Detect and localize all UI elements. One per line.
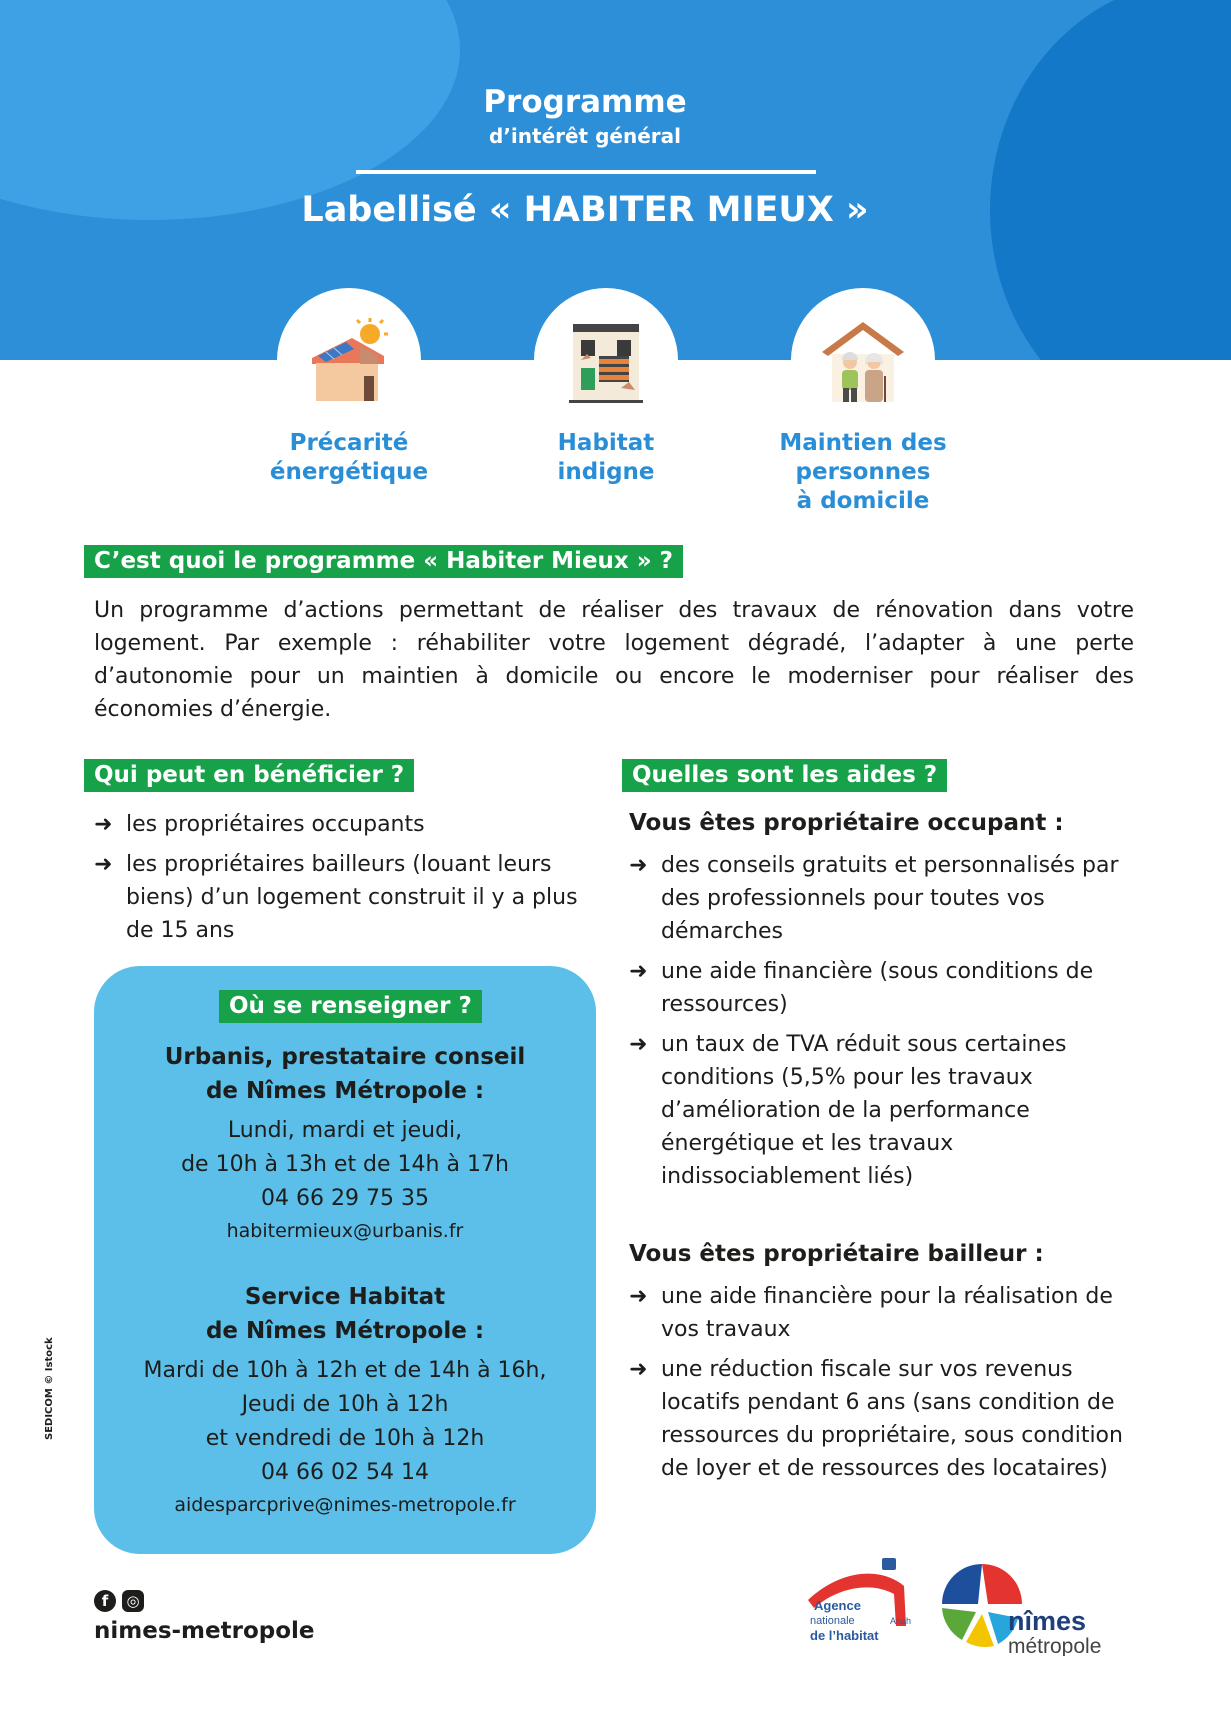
anah-logo (800, 1556, 918, 1660)
theme-label-energy: Précarité énergétique (269, 430, 429, 485)
damaged-building-icon (561, 316, 651, 406)
contact-box (94, 966, 596, 1554)
arrow-icon: ➜ (629, 959, 648, 984)
contact1-phone[interactable]: 04 66 29 75 35 (261, 1186, 429, 1211)
solar-house-icon (304, 316, 394, 406)
contact1-org: Urbanis, prestataire conseil de Nîmes Métropole : (164, 1044, 526, 1104)
theme-label-home-support: Maintien des personnes à domicile (779, 430, 947, 514)
list-item: ➜ les propriétaires occupants (94, 808, 604, 841)
arrow-icon: ➜ (629, 1357, 648, 1382)
svg-text:nationale: nationale (810, 1615, 855, 1627)
theme-label-habitat: Habitat indigne (557, 430, 655, 485)
beneficiaries-heading: Qui peut en bénéficier ? (84, 759, 414, 792)
list-item: ➜ une aide financière (sous conditions de ressources) (629, 955, 1149, 1021)
contact2-hours: Mardi de 10h à 12h et de 14h à 16h, Jeudi de 10h à 12h et vendredi de 10h à 12h 04 66 02 54 14 (94, 1354, 596, 1490)
elderly-couple-house-icon (818, 316, 908, 406)
svg-text:métropole: métropole (1008, 1635, 1102, 1656)
svg-text:nîmes: nîmes (1008, 1606, 1087, 1636)
contact2-phone[interactable]: 04 66 02 54 14 (261, 1460, 429, 1485)
list-item: ➜ un taux de TVA réduit sous certaines conditions (5,5% pour les travaux d’amélioration de la performance énergétique et les travaux indissociablement liés) (629, 1028, 1149, 1193)
theme-card-home-support (791, 288, 935, 432)
facebook-icon[interactable]: f (94, 1590, 116, 1612)
arrow-icon: ➜ (629, 853, 648, 878)
contact1-email[interactable]: habitermieux@urbanis.fr (226, 1220, 464, 1242)
intro-text: Un programme d’actions permettant de réaliser des travaux de rénovation dans votre logement. Par exemple : réhabiliter votre logement dégradé, l’adapter à une perte d’autonomie pour un maintien à domicile ou encore le moderniser pour réaliser des économies d’énergie. (94, 598, 1134, 722)
instagram-icon[interactable]: ◎ (122, 1590, 144, 1612)
aids-heading: Quelles sont les aides ? (622, 759, 947, 792)
beneficiaries-list (94, 808, 604, 954)
contact1-hours: Lundi, mardi et jeudi, de 10h à 13h et de 14h à 17h 04 66 29 75 35 (94, 1114, 596, 1216)
svg-text:Agence: Agence (814, 1598, 861, 1613)
theme-card-energy (277, 288, 421, 432)
theme-card-habitat (534, 288, 678, 432)
label-title: Labellisé « HABITER MIEUX » (301, 190, 869, 230)
contact-heading: Où se renseigner ? (219, 990, 482, 1023)
svg-text:Anah: Anah (890, 1616, 912, 1626)
contact2-email[interactable]: aidesparcprive@nimes-metropole.fr (174, 1494, 516, 1516)
contact2-org: Service Habitat de Nîmes Métropole : (205, 1284, 485, 1344)
list-item: ➜ les propriétaires bailleurs (louant leurs biens) d’un logement construit il y a plus de 15 ans (94, 848, 604, 947)
landlord-aids-list (629, 1280, 1149, 1492)
program-title: Programme (483, 84, 687, 120)
arrow-icon: ➜ (629, 1284, 648, 1309)
arrow-icon: ➜ (94, 812, 113, 837)
list-item: ➜ une aide financière pour la réalisation de vos travaux (629, 1280, 1149, 1346)
occupant-aids-list (629, 849, 1149, 1200)
social-icons (94, 1590, 150, 1612)
program-subtitle: d’intérêt général (489, 124, 681, 148)
list-item: ➜ une réduction fiscale sur vos revenus locatifs pendant 6 ans (sans condition de ressources du propriétaire, sous condition de loyer et de ressources des locataires) (629, 1353, 1149, 1485)
social-handle[interactable]: nimes-metropole (94, 1618, 315, 1644)
intro-heading: C’est quoi le programme « Habiter Mieux » ? (84, 545, 683, 578)
nimes-metropole-logo (938, 1556, 1134, 1656)
arrow-icon: ➜ (94, 852, 113, 877)
title-divider (356, 170, 816, 174)
photo-credit: SEDICOM © Istock (44, 1337, 55, 1440)
occupant-title: Vous êtes propriétaire occupant : (629, 810, 1064, 836)
list-item: ➜ des conseils gratuits et personnalisés par des professionnels pour toutes vos démarches (629, 849, 1149, 948)
arrow-icon: ➜ (629, 1032, 648, 1057)
svg-text:de l’habitat: de l’habitat (810, 1628, 879, 1643)
landlord-title: Vous êtes propriétaire bailleur : (629, 1241, 1044, 1267)
